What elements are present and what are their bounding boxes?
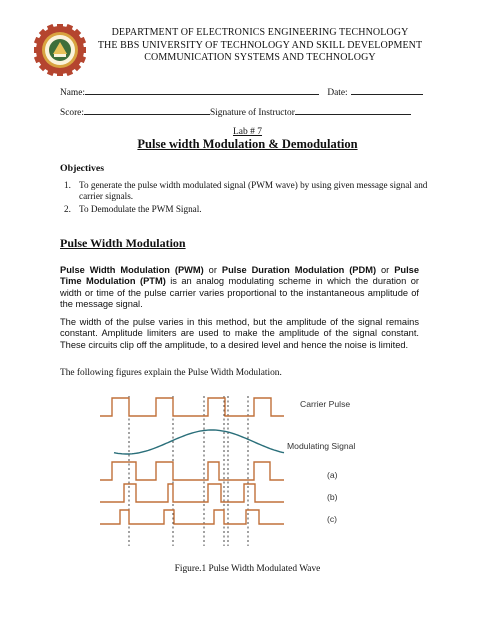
pwm-wave-path: [100, 484, 284, 502]
pwm-wave-b: [100, 484, 284, 502]
text-or: or: [203, 265, 222, 275]
figure-caption: Figure.1 Pulse Width Modulated Wave: [174, 564, 321, 574]
pwm-wave-c: [100, 510, 284, 524]
pwm-wave-a: [100, 462, 284, 480]
paragraph-figure-intro: The following figures explain the Pulse Width Modulation.: [60, 368, 282, 378]
modulating-signal-wave: [114, 430, 284, 454]
section-heading: Pulse Width Modulation: [60, 236, 186, 250]
paragraph-amplitude: The width of the pulse varies in this method, but the amplitude of the signal remains constant. Amplitude limiters are used to make the amplitude of the signal constant. These circuits clip off the amplitude, to a desired level and hence the noise is limited.: [60, 317, 419, 350]
score-label: Score:: [60, 108, 84, 118]
objective-text: To Demodulate the PWM Signal.: [79, 203, 202, 214]
score-signature-row: [60, 105, 411, 118]
wave-b-label: (b): [327, 492, 338, 502]
term-ptm: Pulse Time Modulation (PTM): [60, 265, 419, 287]
name-field[interactable]: [85, 85, 319, 95]
objectives-list: [64, 180, 429, 216]
carrier-pulse-wave: [100, 398, 284, 416]
signature-label: Signature of Instructor: [209, 108, 295, 118]
name-date-row: [60, 85, 423, 98]
objective-item: [64, 204, 429, 215]
header-line-university: THE BBS UNIVERSITY OF TECHNOLOGY AND SKILL DEVELOPMENT: [97, 39, 423, 51]
wave-c-label: (c): [327, 514, 338, 524]
university-logo: [34, 24, 86, 76]
objectives-heading: Objectives: [60, 163, 105, 174]
objective-number: 2.: [64, 203, 71, 214]
signature-field[interactable]: [295, 105, 411, 115]
logo-gear: [34, 24, 86, 76]
pwm-wave-path: [100, 510, 284, 524]
lab-number: Lab # 7: [232, 127, 263, 137]
objective-item: [64, 180, 429, 203]
department-header: [90, 27, 430, 65]
objective-number: 1.: [64, 180, 71, 190]
pwm-wave-path: [100, 462, 284, 480]
paragraph-definition: [60, 265, 419, 311]
carrier-pulse-label: Carrier Pulse: [300, 399, 351, 409]
carrier-pulse-path: [100, 398, 284, 416]
date-label: Date:: [327, 88, 348, 98]
header-line-course: COMMUNICATION SYSTEMS AND TECHNOLOGY: [144, 52, 376, 63]
text-or: or: [376, 265, 395, 275]
term-pwm: Pulse Width Modulation (PWM): [60, 265, 204, 275]
name-label: Name:: [60, 88, 85, 98]
wave-a-label: (a): [327, 470, 338, 480]
modulating-signal-label: Modulating Signal: [287, 441, 356, 451]
objective-text: To generate the pulse width modulated signal (PWM wave) by using given message signal and carrier signals.: [79, 180, 428, 202]
score-field[interactable]: [84, 105, 210, 115]
definition-text: is an analog modulating scheme in which the duration or width or time of the pulse carrier varies proportional to the instantaneous amplitude of the message signal.: [60, 276, 419, 310]
header-line-department: DEPARTMENT OF ELECTRONICS ENGINEERING TECHNOLOGY: [111, 27, 409, 38]
lab-title: Pulse width Modulation & Demodulation: [137, 137, 358, 151]
pwm-figure: [84, 386, 414, 564]
term-pdm: Pulse Duration Modulation (PDM): [221, 265, 377, 275]
date-field[interactable]: [351, 85, 423, 95]
